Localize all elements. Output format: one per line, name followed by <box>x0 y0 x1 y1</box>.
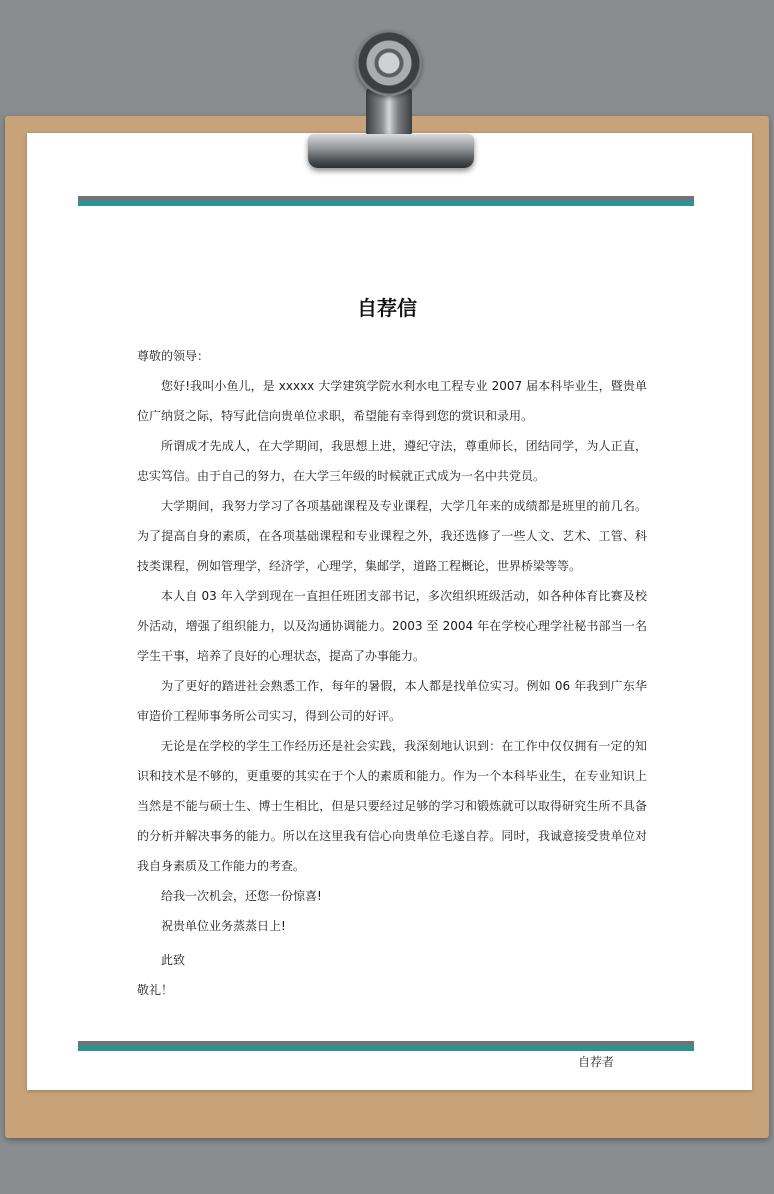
letter-body <box>137 341 647 1001</box>
salutation: 尊敬的领导： <box>137 349 210 363</box>
paragraph: 无论是在学校的学生工作经历还是社会实践，我深刻地认识到：在工作中仅仅拥有一定的知识和技术是不够的，更重要的其实在于个人的素质和能力。作为一个本科毕业生，在专业知识上当然是不能与硕士生、博士生相比，但是只要经过足够的学习和锻炼就可以取得研究生所不具备的分析并解决事务的能力。所以在这里我有信心向贵单位毛遂自荐。同时，我诚意接受贵单位对我自身素质及工作能力的考查。 <box>137 739 647 873</box>
closing-ci-zhi: 此致 <box>161 953 186 967</box>
paragraph: 给我一次机会，还您一份惊喜! <box>161 889 322 903</box>
bottom-divider <box>78 1041 694 1051</box>
paragraph: 所谓成才先成人，在大学期间，我思想上进，遵纪守法，尊重师长，团结同学，为人正直，忠实笃信。由于自己的努力，在大学三年级的时候就正式成为一名中共党员。 <box>137 439 647 483</box>
clip-base <box>308 134 474 168</box>
letter-title: 自荐信 <box>357 296 417 320</box>
clip-ring-icon <box>356 30 422 96</box>
closing-jing-li: 敬礼！ <box>137 983 174 997</box>
paragraph: 大学期间，我努力学习了各项基础课程及专业课程，大学几年来的成绩都是班里的前几名。为了提高自身的素质，在各项基础课程和专业课程之外，我还选修了一些人文、艺术、工管、科技类课程，例如管理学，经济学，心理学，集邮学，道路工程概论，世界桥梁等等。 <box>137 499 647 573</box>
paragraph: 本人自 03 年入学到现在一直担任班团支部书记，多次组织班级活动，如各种体育比赛及校外活动，增强了组织能力，以及沟通协调能力。2003 至 2004 年在学校心理学社秘书部当一名学生干事，培养了良好的心理状态，提高了办事能力。 <box>137 589 647 663</box>
paragraph: 为了更好的踏进社会熟悉工作，每年的暑假，本人都是找单位实习。例如 06 年我到广东华审造价工程师事务所公司实习，得到公司的好评。 <box>137 679 647 723</box>
signature-partial: 自荐者 <box>578 1055 615 1069</box>
paragraph: 祝贵单位业务蒸蒸日上! <box>161 919 286 933</box>
paragraph: 您好!我叫小鱼儿，是 xxxxx 大学建筑学院水利水电工程专业 2007 届本科毕业生，暨贵单位广纳贤之际，特写此信向贵单位求职，希望能有幸得到您的赏识和录用。 <box>137 379 647 423</box>
top-divider <box>78 196 694 206</box>
